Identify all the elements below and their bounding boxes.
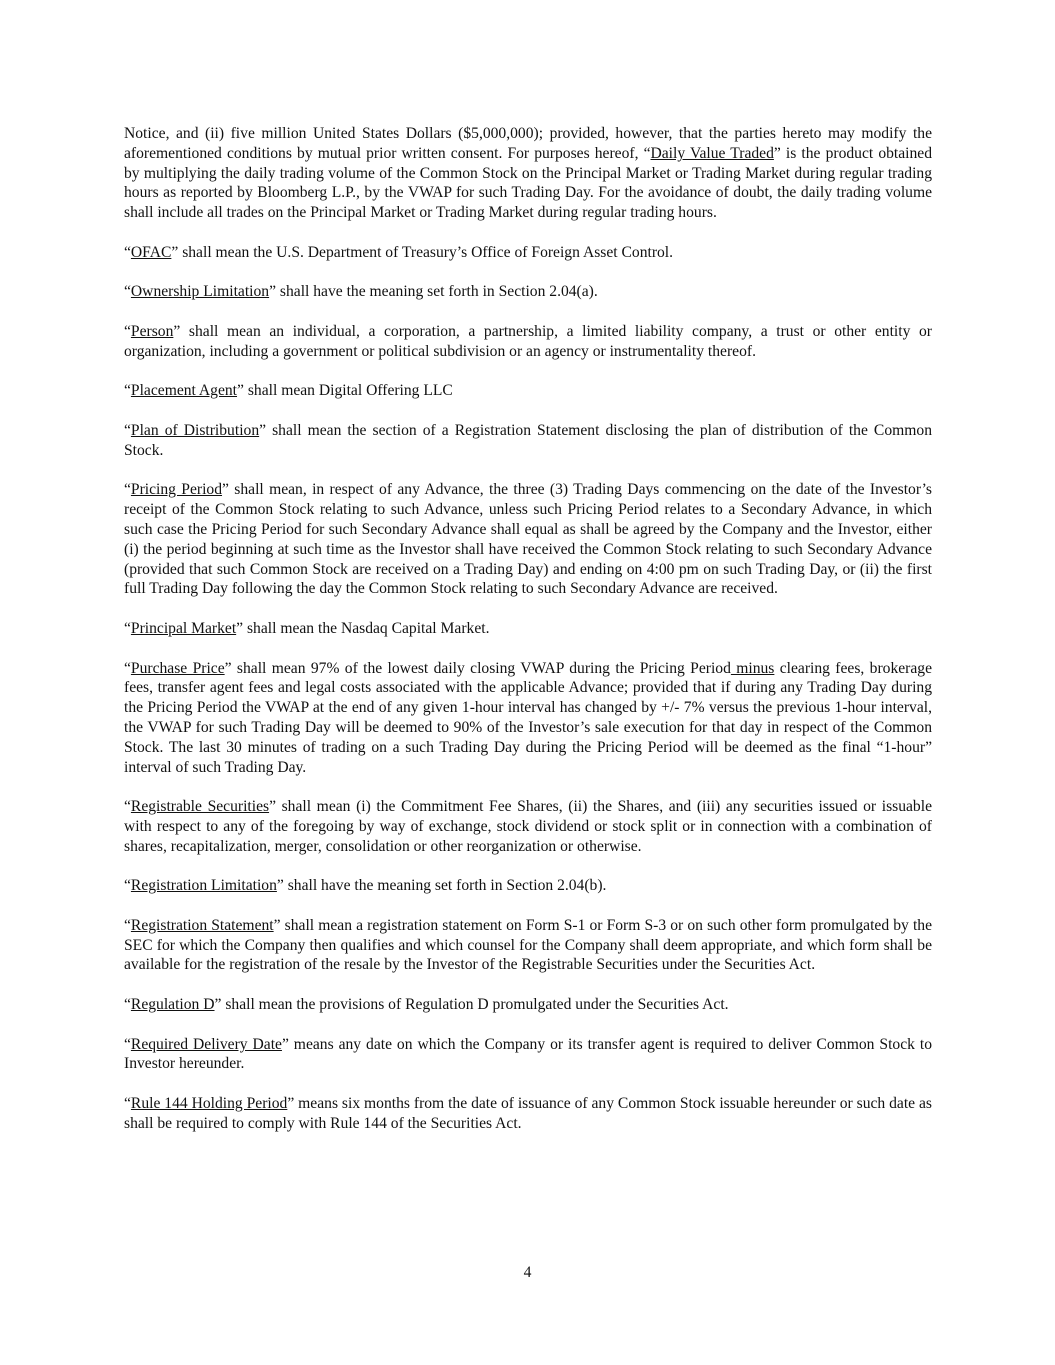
defined-term: Plan of Distribution bbox=[130, 421, 260, 439]
defined-term-daily-value-traded: Daily Value Traded bbox=[650, 144, 774, 162]
intro-text-after: ” is the product obtained by multiplying the daily trading volume of the Common Stock on the Principal Market or Trading Market during regular trading hours as reported by Bloomberg L.P., by the VWAP for such Trading Day. For the avoidance of doubt, the daily trading volume shall include all trades on the Principal Market or Trading Market during regular trading hours. bbox=[124, 144, 933, 222]
definition-text: ” means any date on which the Company or its transfer agent is required to deliver Common Stock to Investor hereunder. bbox=[124, 1035, 932, 1073]
definition-text: ” shall have the meaning set forth in Section 2.04(b). bbox=[276, 877, 607, 895]
definition-regulation-d: “Regulation D” shall mean the provisions of Regulation D promulgated under the Securities Act. bbox=[124, 996, 729, 1014]
definition-purchase-price: “Purchase Price” shall mean 97% of the lowest daily closing VWAP during the Pricing Period minus clearing fees, brokerage fees, transfer agent fees and legal costs associated with the applicable Advance; provided that if during any Trading Day during the Pricing Period the VWAP at the end of any given 1-hour interval has changed by +/- 7% versus the previous 1-hour interval, the VWAP for such Trading Day will be deemed to 90% of the Investor’s sale execution for that day in respect of the Common Stock. The last 30 minutes of trading on a such Trading Day during the Pricing Period will be deemed as the final “1-hour” interval of such Trading Day. bbox=[124, 659, 933, 776]
defined-term: Purchase Price bbox=[130, 659, 225, 677]
definition-person: “Person” shall mean an individual, a corporation, a partnership, a limited liability company, a trust or other entity or organization, including a government or political subdivision or an agency or instrumentality thereof. bbox=[124, 322, 932, 360]
definition-text: ” shall mean the section of a Registration Statement disclosing the plan of distribution of the Common Stock. bbox=[124, 421, 932, 459]
definition-required-delivery-date: “Required Delivery Date” means any date on which the Company or its transfer agent is required to deliver Common Stock to Investor hereunder. bbox=[124, 1035, 932, 1073]
page-number: 4 bbox=[523, 1264, 532, 1281]
defined-term: OFAC bbox=[130, 243, 172, 261]
definition-text: ” shall mean an individual, a corporation, a partnership, a limited liability company, a trust or other entity or organization, including a government or political subdivision or an agency or instrumentality thereof. bbox=[124, 322, 932, 360]
definition-principal-market: “Principal Market” shall mean the Nasdaq Capital Market. bbox=[124, 619, 490, 637]
definition-text: ” shall mean Digital Offering LLC bbox=[237, 382, 453, 400]
definition-text: ” shall mean the Nasdaq Capital Market. bbox=[236, 619, 490, 637]
definition-text: ” means six months from the date of issuance of any Common Stock issuable hereunder or such date as shall be required to comply with Rule 144 of the Securities Act. bbox=[124, 1095, 932, 1132]
defined-term: Pricing Period bbox=[130, 481, 223, 499]
definition-text-before: ” shall mean 97% of the lowest daily closing VWAP during the Pricing Period bbox=[224, 659, 731, 677]
definition-text: ” shall mean (i) the Commitment Fee Shares, (ii) the Shares, and (iii) any securities issued or issuable with respect to any of the foregoing by way of exchange, stock dividend or stock split or in connection with a combination of shares, recapitalization, merger, consolidation or other reorganization or otherwise. bbox=[124, 798, 932, 855]
intro-text-before: Notice, and (ii) five million United States Dollars ($5,000,000); provided, however, that the parties hereto may modify the aforementioned conditions by mutual prior written consent. For purposes hereof, “ bbox=[124, 125, 932, 162]
definition-text-after: clearing fees, brokerage fees, transfer agent fees and legal costs associated with the applicable Advance; provided that if during any Trading Day during the Pricing Period the VWAP at the end of any given 1-hour interval has changed by +/- 7% versus the previous 1-hour interval, the VWAP for such Trading Day will be deemed to 90% of the Investor’s sale execution for that day in respect of the Common Stock. The last 30 minutes of trading on a such Trading Day during the Pricing Period will be deemed as the final “1-hour” interval of such Trading Day. bbox=[124, 659, 933, 776]
definition-ofac: “OFAC” shall mean the U.S. Department of Treasury’s Office of Foreign Asset Control. bbox=[124, 243, 674, 261]
definition-pricing-period: “Pricing Period” shall mean, in respect of any Advance, the three (3) Trading Days commencing on the date of the Investor’s receipt of the Common Stock relating to such Advance, unless such Pricing Period relates to a Secondary Advance, in which such case the Pricing Period for such Secondary Advance shall equal as shall be agreed by the Company and the Investor, either (i) the period beginning at such time as the Investor shall have received the Common Stock relating to such Secondary Advance (provided that such Common Stock are received on a Trading Day) and ending on 4:00 pm on such Trading Day, or (ii) the first full Trading Day following the day the Common Stock relating to such Secondary Advance are received. bbox=[124, 481, 932, 598]
defined-term: Registrable Securities bbox=[130, 798, 270, 816]
defined-term: Required Delivery Date bbox=[130, 1035, 282, 1053]
definition-plan-of-distribution: “Plan of Distribution” shall mean the section of a Registration Statement disclosing the plan of distribution of the Common Stock. bbox=[124, 421, 932, 459]
definition-text: ” shall mean, in respect of any Advance, the three (3) Trading Days commencing on the date of the Investor’s receipt of the Common Stock relating to such Advance, unless such Pricing Period relates to a Secondary Advance, in which such case the Pricing Period for such Secondary Advance shall equal as shall be agreed by the Company and the Investor, either (i) the period beginning at such time as the Investor shall have received the Common Stock relating to such Secondary Advance (provided that such Common Stock are received on a Trading Day) and ending on 4:00 pm on such Trading Day, or (ii) the first full Trading Day following the day the Common Stock relating to such Secondary Advance are received. bbox=[124, 481, 932, 598]
underlined-minus: minus bbox=[730, 659, 775, 677]
definition-rule-144-holding-period: “Rule 144 Holding Period” means six months from the date of issuance of any Common Stock issuable hereunder or such date as shall be required to comply with Rule 144 of the Securities Act. bbox=[124, 1095, 932, 1132]
definition-text: ” shall mean the U.S. Department of Treasury’s Office of Foreign Asset Control. bbox=[171, 243, 674, 261]
intro-paragraph bbox=[124, 124, 932, 223]
defined-term: Placement Agent bbox=[130, 382, 238, 400]
defined-term: Registration Statement bbox=[130, 916, 274, 934]
defined-term: Regulation D bbox=[130, 996, 215, 1014]
definition-registration-limitation: “Registration Limitation” shall have the meaning set forth in Section 2.04(b). bbox=[124, 877, 607, 895]
definition-registrable-securities: “Registrable Securities” shall mean (i) the Commitment Fee Shares, (ii) the Shares, and (iii) any securities issued or issuable with respect to any of the foregoing by way of exchange, stock dividend or stock split or in connection with a combination of shares, recapitalization, merger, consolidation or other reorganization or otherwise. bbox=[124, 798, 932, 855]
defined-term: Rule 144 Holding Period bbox=[130, 1095, 288, 1113]
definition-text: ” shall mean the provisions of Regulation D promulgated under the Securities Act. bbox=[214, 996, 729, 1014]
document-page bbox=[124, 124, 932, 1153]
definition-registration-statement: “Registration Statement” shall mean a registration statement on Form S-1 or Form S-3 or on such other form promulgated by the SEC for which the Company then qualifies and which counsel for the Company shall deem appropriate, and which form shall be available for the registration of the resale by the Investor of the Registrable Securities under the Securities Act. bbox=[124, 916, 933, 974]
definition-text: ” shall mean a registration statement on Form S-1 or Form S-3 or on such other form promulgated by the SEC for which the Company then qualifies and which counsel for the Company shall deem appropriate, and which form shall be available for the registration of the resale by the Investor of the Registrable Securities under the Securities Act. bbox=[124, 916, 933, 974]
definition-placement-agent: “Placement Agent” shall mean Digital Offering LLC bbox=[124, 382, 453, 400]
definition-text: ” shall have the meaning set forth in Section 2.04(a). bbox=[269, 283, 598, 301]
defined-term: Registration Limitation bbox=[130, 877, 277, 895]
defined-term: Ownership Limitation bbox=[130, 283, 270, 301]
defined-term: Person bbox=[130, 322, 174, 340]
defined-term: Principal Market bbox=[130, 619, 237, 637]
definition-ownership-limitation: “Ownership Limitation” shall have the meaning set forth in Section 2.04(a). bbox=[124, 283, 598, 301]
